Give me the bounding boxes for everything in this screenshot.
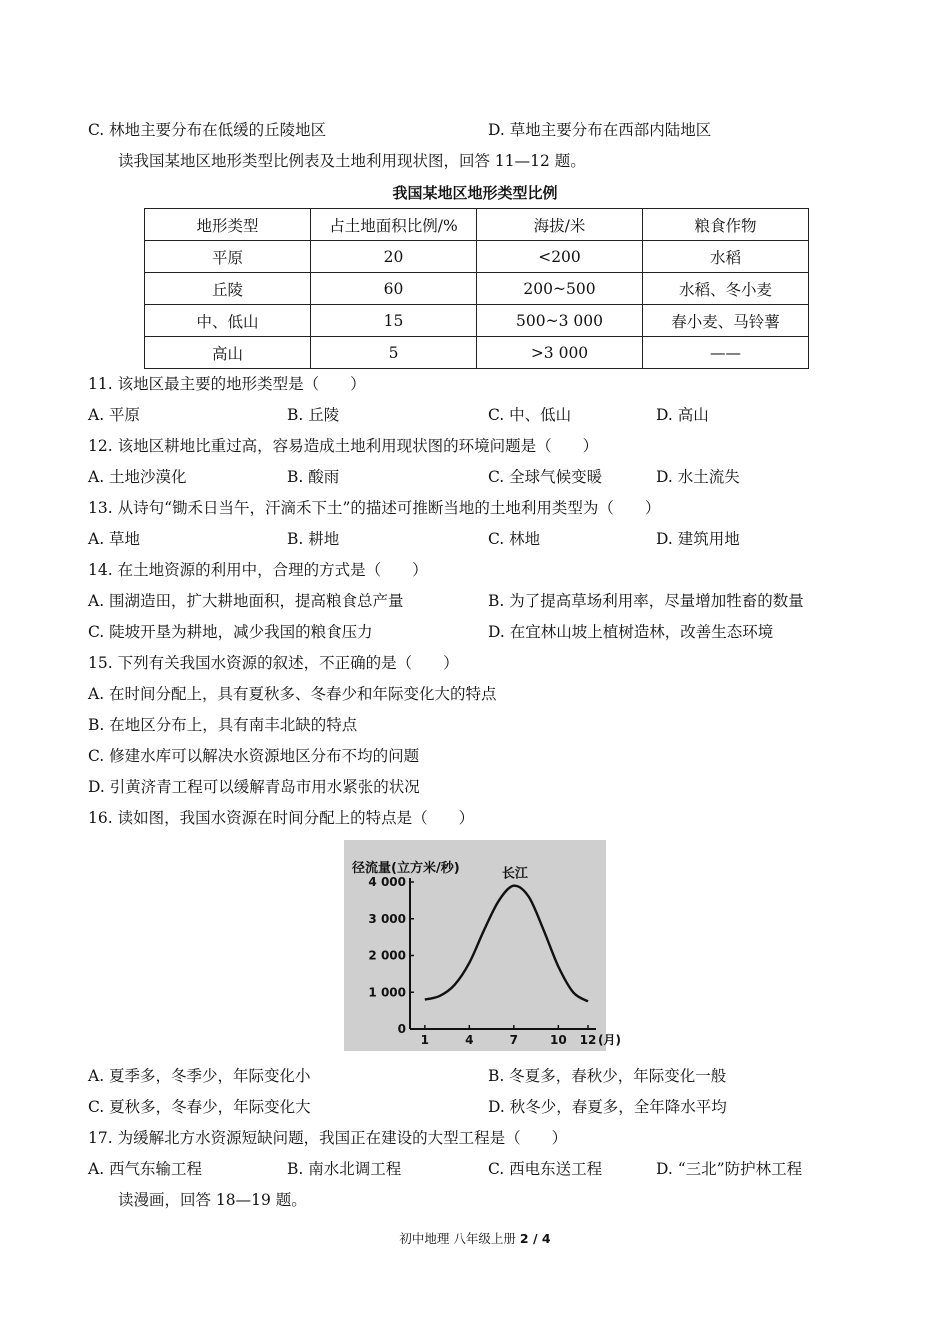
intro-18-19: 读漫画，回答 18—19 题。 xyxy=(118,1191,307,1209)
q15-option-a: A. 在时间分配上，具有夏秋多、冬春少和年际变化大的特点 xyxy=(88,685,497,703)
table-header-cell: 粮食作物 xyxy=(643,209,809,241)
q15-stem: 15. 下列有关我国水资源的叙述，不正确的是（ ） xyxy=(88,654,459,672)
table-cell: 高山 xyxy=(145,337,311,369)
table-header-cell: 占土地面积比例/% xyxy=(311,209,477,241)
q14-stem: 14. 在土地资源的利用中，合理的方式是（ ） xyxy=(88,561,428,579)
x-tick-label: 7 xyxy=(509,1033,519,1047)
q17-option-a: A. 西气东输工程 xyxy=(88,1160,203,1178)
table-cell: <200 xyxy=(477,241,643,273)
x-tick-label: 1 xyxy=(420,1033,430,1047)
q17-stem: 17. 为缓解北方水资源短缺问题，我国正在建设的大型工程是（ ） xyxy=(88,1129,568,1147)
q12-option-d: D. 水土流失 xyxy=(656,468,740,486)
x-tick-label: 12 xyxy=(579,1033,597,1047)
table-cell: 中、低山 xyxy=(145,305,311,337)
q12-option-b: B. 酸雨 xyxy=(287,468,340,486)
table-row xyxy=(145,305,809,337)
q11-option-d: D. 高山 xyxy=(656,406,709,424)
chart-xlabel: (月) xyxy=(598,1033,621,1047)
q14-option-c: C. 陡坡开垦为耕地，减少我国的粮食压力 xyxy=(88,623,373,641)
q13-stem: 13. 从诗句“锄禾日当午，汗滴禾下土”的描述可推断当地的土地利用类型为（ ） xyxy=(88,499,661,517)
table-cell: 水稻、冬小麦 xyxy=(643,273,809,305)
chart-series-label: 长江 xyxy=(501,866,528,882)
x-tick-label: 10 xyxy=(549,1033,567,1047)
table-cell: >3 000 xyxy=(477,337,643,369)
q13-option-d: D. 建筑用地 xyxy=(656,530,740,548)
q11-stem: 11. 该地区最主要的地形类型是（ ） xyxy=(88,375,366,393)
q16-stem: 16. 读如图，我国水资源在时间分配上的特点是（ ） xyxy=(88,809,475,827)
table-cell: 平原 xyxy=(145,241,311,273)
q10-option-d: D. 草地主要分布在西部内陆地区 xyxy=(488,121,712,139)
q17-option-c: C. 西电东送工程 xyxy=(488,1160,603,1178)
q17-option-d: D. “三北”防护林工程 xyxy=(656,1160,803,1178)
q11-option-a: A. 平原 xyxy=(88,406,141,424)
q13-option-a: A. 草地 xyxy=(88,530,141,548)
q15-option-b: B. 在地区分布上，具有南丰北缺的特点 xyxy=(88,716,358,734)
table-cell: 60 xyxy=(311,273,477,305)
q13-option-b: B. 耕地 xyxy=(287,530,340,548)
x-tick-label: 4 xyxy=(465,1033,474,1047)
table-cell: 丘陵 xyxy=(145,273,311,305)
table-cell: 15 xyxy=(311,305,477,337)
table-header-cell: 地形类型 xyxy=(145,209,311,241)
q10-option-c: C. 林地主要分布在低缓的丘陵地区 xyxy=(88,121,327,139)
y-tick-label: 4 000 xyxy=(368,875,406,889)
q14-option-b: B. 为了提高草场利用率，尽量增加牲畜的数量 xyxy=(488,592,804,610)
y-tick-label: 1 000 xyxy=(368,985,406,1000)
q16-option-b: B. 冬夏多，春秋少，年际变化一般 xyxy=(488,1067,727,1085)
table-row xyxy=(145,241,809,273)
y-tick-label: 2 000 xyxy=(368,948,406,963)
terrain-table xyxy=(144,208,809,369)
table-header-cell: 海拔/米 xyxy=(477,209,643,241)
table-caption: 我国某地区地形类型比例 xyxy=(392,184,558,202)
page-footer xyxy=(0,1229,950,1247)
chart-series-line xyxy=(425,886,588,1002)
chart-axes xyxy=(410,878,596,1029)
table-cell: 春小麦、马铃薯 xyxy=(643,305,809,337)
page-number: 2 / 4 xyxy=(519,1231,551,1246)
q13-option-c: C. 林地 xyxy=(488,530,541,548)
q14-option-d: D. 在宜林山坡上植树造林，改善生态环境 xyxy=(488,623,774,641)
table-cell: 200~500 xyxy=(477,273,643,305)
table-row xyxy=(145,273,809,305)
table-cell: 5 xyxy=(311,337,477,369)
table-cell: —— xyxy=(643,337,809,369)
q12-stem: 12. 该地区耕地比重过高，容易造成土地利用现状图的环境问题是（ ） xyxy=(88,437,599,455)
q14-option-a: A. 围湖造田，扩大耕地面积，提高粮食总产量 xyxy=(88,592,404,610)
q15-option-c: C. 修建水库可以解决水资源地区分布不均的问题 xyxy=(88,747,420,765)
table-cell: 20 xyxy=(311,241,477,273)
intro-11-12: 读我国某地区地形类型比例表及土地利用现状图，回答 11—12 题。 xyxy=(118,152,586,170)
q15-option-d: D. 引黄济青工程可以缓解青岛市用水紧张的状况 xyxy=(88,778,420,796)
q11-option-c: C. 中、低山 xyxy=(488,406,572,424)
table-header-row xyxy=(145,209,809,241)
q11-option-b: B. 丘陵 xyxy=(287,406,340,424)
y-tick-label: 0 xyxy=(397,1022,406,1036)
chart-ticks xyxy=(368,875,621,1047)
table-cell: 500~3 000 xyxy=(477,305,643,337)
table-cell: 水稻 xyxy=(643,241,809,273)
footer-text: 初中地理 八年级上册 xyxy=(399,1231,516,1246)
q16-option-a: A. 夏季多，冬季少，年际变化小 xyxy=(88,1067,311,1085)
runoff-chart xyxy=(344,840,621,1051)
runoff-chart-svg xyxy=(344,840,621,1051)
q16-option-d: D. 秋冬少，春夏多，全年降水平均 xyxy=(488,1098,727,1116)
y-tick-label: 3 000 xyxy=(368,911,406,926)
chart-ylabel: 径流量(立方米/秒) xyxy=(352,861,460,876)
q16-option-c: C. 夏秋多，冬春少，年际变化大 xyxy=(88,1098,311,1116)
q12-option-c: C. 全球气候变暖 xyxy=(488,468,603,486)
q12-option-a: A. 土地沙漠化 xyxy=(88,468,187,486)
table-row xyxy=(145,337,809,369)
q17-option-b: B. 南水北调工程 xyxy=(287,1160,402,1178)
